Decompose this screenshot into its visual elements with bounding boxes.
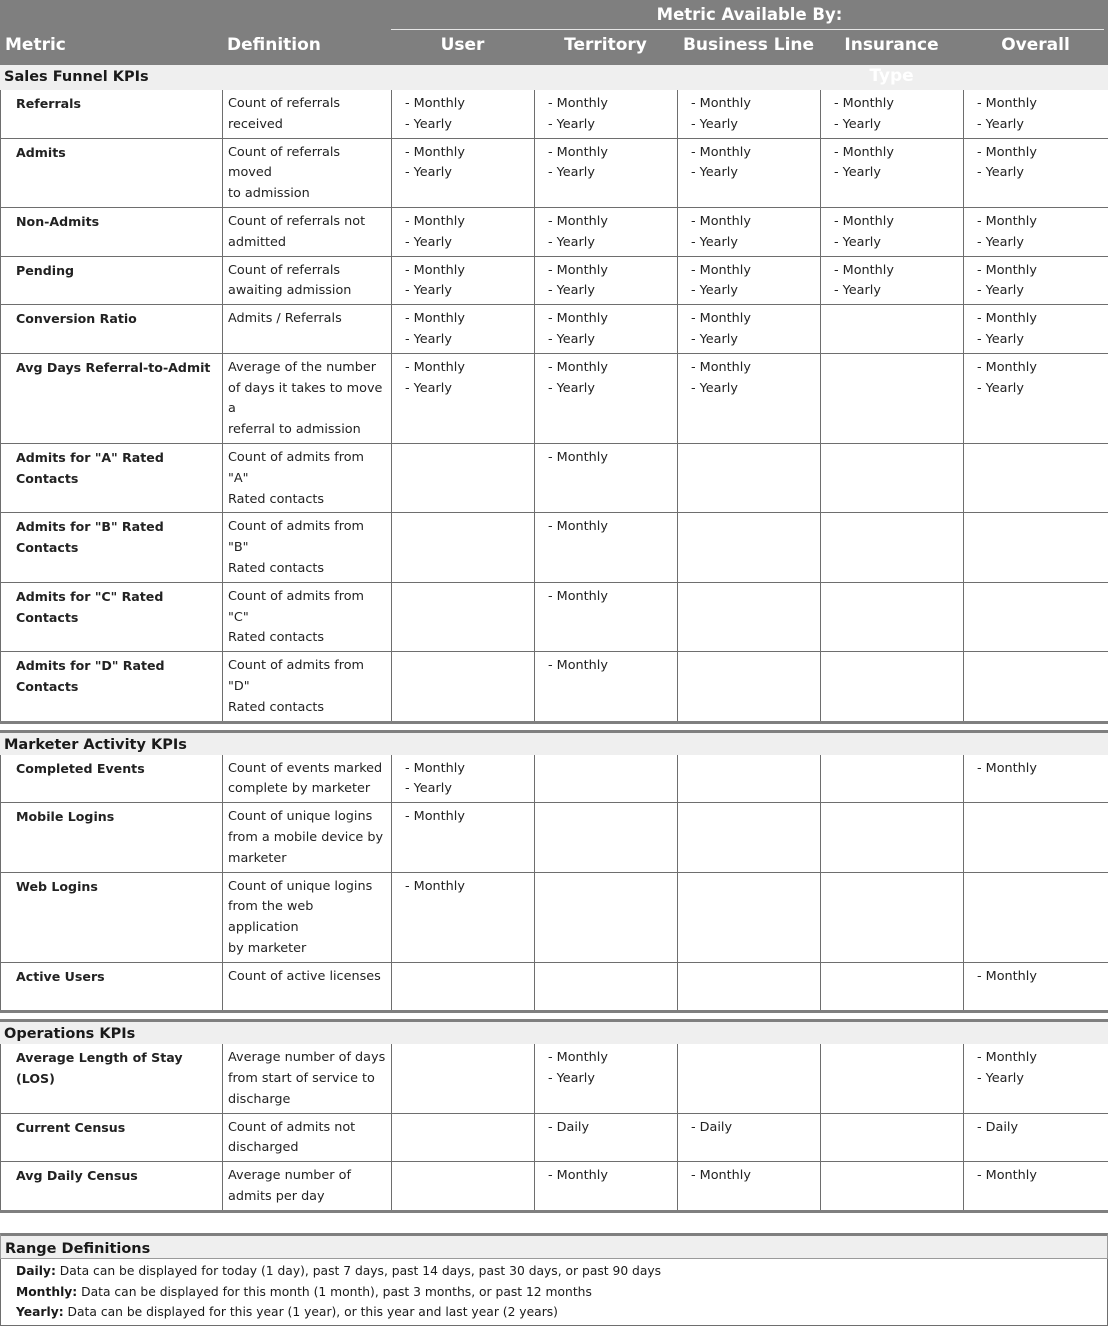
business-line-availability [678, 755, 821, 803]
definition-line: Rated contacts [228, 698, 387, 719]
availability-item: - Monthly [691, 1166, 816, 1187]
table-row [1, 962, 1108, 1010]
availability-item: - Monthly [405, 759, 530, 780]
overall-availability [964, 962, 1108, 1010]
availability-item: - Yearly [548, 1069, 673, 1090]
availability-item: - Monthly [691, 358, 816, 379]
business-line-availability [678, 962, 821, 1010]
overall-column-header: Overall [963, 30, 1108, 65]
territory-availability [535, 256, 678, 305]
metric-definition [223, 872, 392, 962]
business-line-availability [678, 353, 821, 443]
metric-name: Avg Days Referral-to-Admit [1, 353, 223, 443]
range-description: Data can be displayed for this month (1 month), past 3 months, or past 12 months [77, 1285, 592, 1299]
insurance-type-column-header: Insurance Type [820, 30, 963, 65]
table-row [1, 90, 1108, 138]
insurance-type-availability [821, 443, 964, 512]
availability-item: - Monthly [548, 1048, 673, 1069]
insurance-type-availability [821, 207, 964, 256]
availability-item: - Yearly [977, 1069, 1104, 1090]
table-header [0, 0, 1108, 65]
table-row [1, 207, 1108, 256]
availability-item: - Monthly [691, 261, 816, 282]
availability-item: - Monthly [405, 212, 530, 233]
range-description: Data can be displayed for this year (1 year), or this year and last year (2 years) [64, 1305, 558, 1319]
metric-column-header: Metric [5, 30, 215, 65]
overall-availability [964, 353, 1108, 443]
availability-item: - Monthly [977, 94, 1104, 115]
availability-item: - Yearly [977, 115, 1104, 136]
user-availability [392, 90, 535, 138]
availability-item: - Monthly [691, 212, 816, 233]
availability-item: - Monthly [548, 143, 673, 164]
business-line-availability [678, 803, 821, 872]
user-availability [392, 513, 535, 582]
availability-item: - Monthly [691, 94, 816, 115]
metric-definition [223, 207, 392, 256]
metric-name: Admits [1, 138, 223, 207]
insurance-type-availability [821, 1044, 964, 1113]
metric-name: Web Logins [1, 872, 223, 962]
definition-column-header: Definition [227, 30, 387, 65]
availability-item: - Monthly [977, 143, 1104, 164]
overall-availability [964, 138, 1108, 207]
definition-line: Count of referrals [228, 261, 387, 282]
range-term: Daily: [16, 1264, 56, 1278]
definition-line: Rated contacts [228, 628, 387, 649]
table-row [1, 256, 1108, 305]
user-availability [392, 1162, 535, 1210]
business-line-availability [678, 1162, 821, 1210]
territory-availability [535, 443, 678, 512]
territory-column-header: Territory [534, 30, 677, 65]
territory-availability [535, 513, 678, 582]
metric-definition [223, 755, 392, 803]
overall-availability [964, 652, 1108, 721]
territory-availability [535, 90, 678, 138]
user-availability [392, 1044, 535, 1113]
range-definition-item [16, 1302, 1107, 1323]
user-availability [392, 256, 535, 305]
availability-item: - Yearly [691, 281, 816, 302]
definition-line: Count of admits from "D" [228, 656, 387, 698]
availability-item: - Monthly [548, 261, 673, 282]
definition-line: Rated contacts [228, 559, 387, 580]
availability-item: - Yearly [405, 330, 530, 351]
metric-definition [223, 90, 392, 138]
range-definition-item [16, 1282, 1107, 1303]
section-title: Operations KPIs [0, 1019, 1108, 1044]
blank-line [228, 987, 387, 1008]
territory-availability [535, 582, 678, 651]
availability-item: - Monthly [405, 143, 530, 164]
availability-item: - Daily [691, 1118, 816, 1139]
territory-availability [535, 755, 678, 803]
availability-item: - Yearly [977, 281, 1104, 302]
table-row [1, 443, 1108, 512]
table-row [1, 582, 1108, 651]
user-availability [392, 1113, 535, 1162]
definition-line: of days it takes to move a [228, 379, 387, 421]
range-description: Data can be displayed for today (1 day), past 7 days, past 14 days, past 30 days, or past 90 days [56, 1264, 661, 1278]
territory-availability [535, 207, 678, 256]
kpi-table [0, 1044, 1108, 1210]
insurance-type-availability [821, 652, 964, 721]
availability-item: - Monthly [548, 587, 673, 608]
availability-item: - Monthly [405, 877, 530, 898]
user-availability [392, 353, 535, 443]
metric-name: Admits for "A" Rated Contacts [1, 443, 223, 512]
overall-availability [964, 803, 1108, 872]
insurance-type-availability [821, 803, 964, 872]
availability-item: - Monthly [548, 517, 673, 538]
metric-definition [223, 353, 392, 443]
business-line-availability [678, 305, 821, 354]
table-row [1, 1044, 1108, 1113]
availability-item: - Yearly [405, 281, 530, 302]
overall-availability [964, 256, 1108, 305]
availability-item: - Monthly [548, 309, 673, 330]
availability-item: - Monthly [977, 759, 1104, 780]
availability-item: - Monthly [405, 309, 530, 330]
range-term: Monthly: [16, 1285, 77, 1299]
user-availability [392, 803, 535, 872]
availability-item: - Monthly [977, 1048, 1104, 1069]
insurance-type-availability [821, 962, 964, 1010]
insurance-type-availability [821, 513, 964, 582]
availability-item: - Yearly [834, 233, 959, 254]
definition-line: from start of service to [228, 1069, 387, 1090]
territory-availability [535, 652, 678, 721]
availability-item: - Monthly [834, 143, 959, 164]
user-availability [392, 652, 535, 721]
definition-line: Count of events marked [228, 759, 387, 780]
metric-definition [223, 1113, 392, 1162]
business-line-availability [678, 256, 821, 305]
availability-item: - Monthly [548, 358, 673, 379]
availability-item: - Monthly [834, 212, 959, 233]
insurance-type-availability [821, 582, 964, 651]
business-line-availability [678, 513, 821, 582]
insurance-type-availability [821, 256, 964, 305]
table-row [1, 305, 1108, 354]
definition-line: Average number of days [228, 1048, 387, 1069]
overall-availability [964, 207, 1108, 256]
metric-definition [223, 138, 392, 207]
availability-item: - Yearly [691, 233, 816, 254]
availability-item: - Monthly [548, 656, 673, 677]
user-availability [392, 582, 535, 651]
metric-name: Average Length of Stay (LOS) [1, 1044, 223, 1113]
definition-line: admitted [228, 233, 387, 254]
range-definitions-title: Range Definitions [0, 1233, 1108, 1259]
business-line-availability [678, 582, 821, 651]
territory-availability [535, 803, 678, 872]
availability-item: - Monthly [548, 1166, 673, 1187]
range-definition-item [16, 1261, 1107, 1282]
definition-line: Count of admits from "B" [228, 517, 387, 559]
business-line-availability [678, 207, 821, 256]
availability-item: - Monthly [405, 807, 530, 828]
overall-availability [964, 582, 1108, 651]
definition-line: discharge [228, 1090, 387, 1111]
availability-item: - Yearly [977, 379, 1104, 400]
definition-line: Rated contacts [228, 490, 387, 511]
table-row [1, 513, 1108, 582]
availability-item: - Yearly [691, 330, 816, 351]
definition-line: admits per day [228, 1187, 387, 1208]
availability-item: - Monthly [548, 448, 673, 469]
availability-item: - Yearly [977, 330, 1104, 351]
definition-line: Count of active licenses [228, 967, 387, 988]
definition-line: Count of unique logins [228, 877, 387, 898]
insurance-type-availability [821, 353, 964, 443]
definition-line: complete by marketer [228, 779, 387, 800]
definition-line: Count of referrals [228, 94, 387, 115]
user-column-header: User [391, 30, 534, 65]
table-bottom-rule [0, 1210, 1108, 1213]
insurance-type-availability [821, 1162, 964, 1210]
business-line-availability [678, 443, 821, 512]
availability-item: - Monthly [977, 358, 1104, 379]
metric-name: Active Users [1, 962, 223, 1010]
availability-item: - Yearly [548, 163, 673, 184]
definition-line: Count of admits not [228, 1118, 387, 1139]
overall-availability [964, 305, 1108, 354]
table-row [1, 138, 1108, 207]
availability-item: - Monthly [405, 94, 530, 115]
business-line-availability [678, 1044, 821, 1113]
availability-item: - Monthly [977, 261, 1104, 282]
overall-availability [964, 755, 1108, 803]
definition-line: awaiting admission [228, 281, 387, 302]
definition-line: from the web application [228, 897, 387, 939]
metric-definition [223, 513, 392, 582]
metric-definition [223, 652, 392, 721]
metric-definition [223, 1162, 392, 1210]
range-term: Yearly: [16, 1305, 64, 1319]
kpi-table [0, 90, 1108, 721]
availability-item: - Yearly [405, 233, 530, 254]
section-title: Marketer Activity KPIs [0, 730, 1108, 755]
definition-line: Average of the number [228, 358, 387, 379]
range-definitions [0, 1233, 1108, 1326]
metric-definition [223, 582, 392, 651]
metric-available-by-heading: Metric Available By: [391, 0, 1108, 30]
territory-availability [535, 138, 678, 207]
kpi-sections [0, 65, 1108, 1213]
availability-item: - Yearly [548, 379, 673, 400]
definition-line: Admits / Referrals [228, 309, 387, 330]
territory-availability [535, 872, 678, 962]
overall-availability [964, 1044, 1108, 1113]
availability-item: - Monthly [548, 94, 673, 115]
metric-name: Pending [1, 256, 223, 305]
metric-name: Admits for "B" Rated Contacts [1, 513, 223, 582]
metric-name: Avg Daily Census [1, 1162, 223, 1210]
business-line-availability [678, 138, 821, 207]
overall-availability [964, 90, 1108, 138]
table-row [1, 1113, 1108, 1162]
availability-item: - Yearly [691, 163, 816, 184]
overall-availability [964, 513, 1108, 582]
availability-item: - Monthly [405, 261, 530, 282]
availability-item: - Yearly [548, 115, 673, 136]
definition-line: received [228, 115, 387, 136]
definition-line: discharged [228, 1138, 387, 1159]
table-row [1, 755, 1108, 803]
availability-item: - Yearly [691, 115, 816, 136]
kpi-table [0, 755, 1108, 1011]
metric-name: Admits for "D" Rated Contacts [1, 652, 223, 721]
metric-name: Referrals [1, 90, 223, 138]
metric-definition [223, 305, 392, 354]
metric-definition [223, 1044, 392, 1113]
definition-line: Count of admits from "A" [228, 448, 387, 490]
availability-item: - Monthly [977, 309, 1104, 330]
availability-item: - Monthly [691, 143, 816, 164]
availability-item: - Yearly [405, 163, 530, 184]
definition-line: from a mobile device by [228, 828, 387, 849]
table-row [1, 803, 1108, 872]
user-availability [392, 305, 535, 354]
availability-item: - Yearly [977, 163, 1104, 184]
availability-item: - Yearly [834, 163, 959, 184]
availability-item: - Daily [977, 1118, 1104, 1139]
territory-availability [535, 1113, 678, 1162]
availability-item: - Yearly [834, 281, 959, 302]
availability-item: - Yearly [405, 379, 530, 400]
business-line-availability [678, 652, 821, 721]
definition-line: to admission [228, 184, 387, 205]
insurance-type-availability [821, 755, 964, 803]
metric-name: Current Census [1, 1113, 223, 1162]
overall-availability [964, 872, 1108, 962]
availability-item: - Monthly [834, 94, 959, 115]
overall-availability [964, 443, 1108, 512]
definition-line: Count of unique logins [228, 807, 387, 828]
overall-availability [964, 1113, 1108, 1162]
definition-line: Count of referrals moved [228, 143, 387, 185]
availability-item: - Yearly [405, 779, 530, 800]
territory-availability [535, 1044, 678, 1113]
table-row [1, 1162, 1108, 1210]
availability-item: - Monthly [977, 212, 1104, 233]
section-title: Sales Funnel KPIs [0, 65, 1108, 90]
metric-definition [223, 962, 392, 1010]
insurance-type-availability [821, 138, 964, 207]
availability-item: - Monthly [977, 1166, 1104, 1187]
metric-name: Admits for "C" Rated Contacts [1, 582, 223, 651]
definition-line: marketer [228, 849, 387, 870]
availability-item: - Yearly [548, 233, 673, 254]
metric-name: Completed Events [1, 755, 223, 803]
business-line-availability [678, 1113, 821, 1162]
definition-line: by marketer [228, 939, 387, 960]
territory-availability [535, 305, 678, 354]
insurance-type-availability [821, 90, 964, 138]
table-row [1, 872, 1108, 962]
user-availability [392, 207, 535, 256]
availability-item: - Yearly [977, 233, 1104, 254]
availability-item: - Yearly [405, 115, 530, 136]
metric-name: Conversion Ratio [1, 305, 223, 354]
availability-item: - Daily [548, 1118, 673, 1139]
territory-availability [535, 1162, 678, 1210]
territory-availability [535, 962, 678, 1010]
user-availability [392, 138, 535, 207]
metric-definition [223, 256, 392, 305]
metric-name: Non-Admits [1, 207, 223, 256]
availability-item: - Monthly [834, 261, 959, 282]
availability-item: - Yearly [548, 281, 673, 302]
availability-item: - Yearly [834, 115, 959, 136]
insurance-type-availability [821, 1113, 964, 1162]
territory-availability [535, 353, 678, 443]
availability-item: - Monthly [405, 358, 530, 379]
availability-item: - Yearly [548, 330, 673, 351]
user-availability [392, 962, 535, 1010]
availability-item: - Monthly [691, 309, 816, 330]
definition-line: referral to admission [228, 420, 387, 441]
range-definitions-body [0, 1259, 1108, 1326]
metric-definition [223, 443, 392, 512]
definition-line: Count of referrals not [228, 212, 387, 233]
table-row [1, 353, 1108, 443]
user-availability [392, 872, 535, 962]
metric-definition [223, 803, 392, 872]
business-line-availability [678, 872, 821, 962]
metric-name: Mobile Logins [1, 803, 223, 872]
business-line-availability [678, 90, 821, 138]
insurance-type-availability [821, 872, 964, 962]
user-availability [392, 443, 535, 512]
business-line-column-header: Business Line [677, 30, 820, 65]
definition-line: Average number of [228, 1166, 387, 1187]
overall-availability [964, 1162, 1108, 1210]
availability-item: - Monthly [977, 967, 1104, 988]
table-row [1, 652, 1108, 721]
user-availability [392, 755, 535, 803]
availability-item: - Monthly [548, 212, 673, 233]
definition-line: Count of admits from "C" [228, 587, 387, 629]
insurance-type-availability [821, 305, 964, 354]
availability-item: - Yearly [691, 379, 816, 400]
